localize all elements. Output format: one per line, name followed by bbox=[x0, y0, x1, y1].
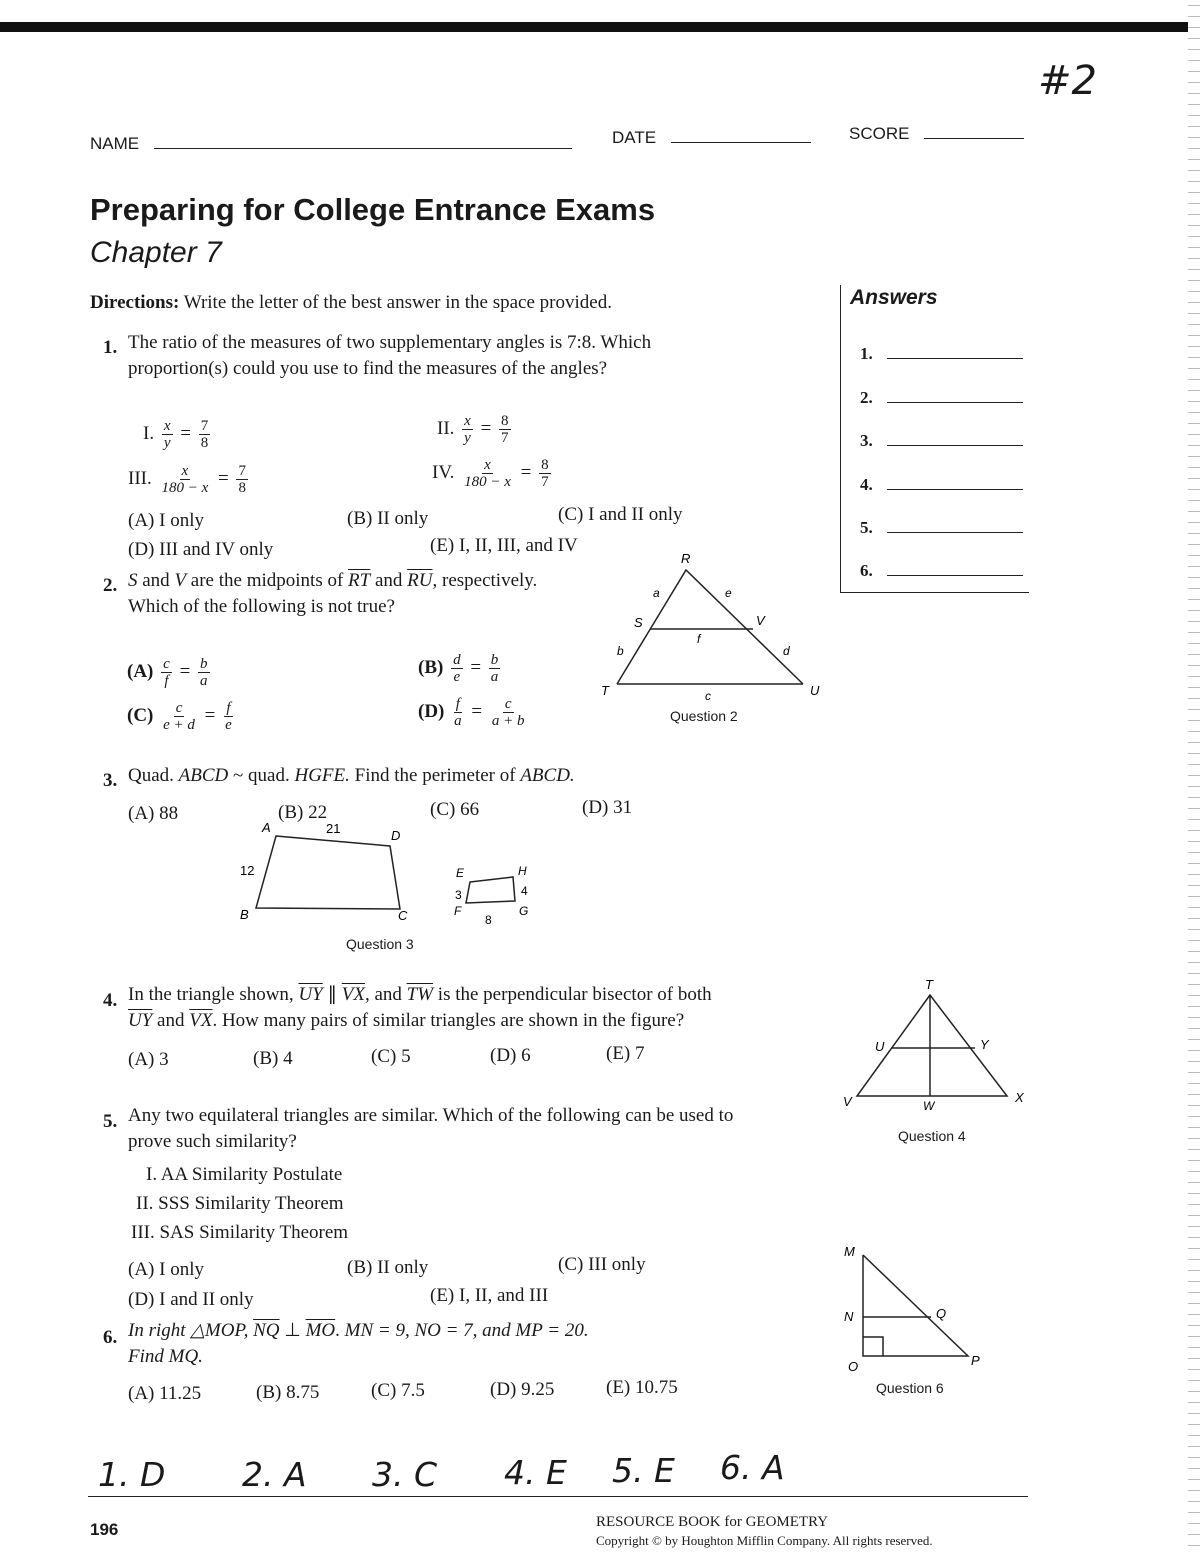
svg-text:G: G bbox=[519, 904, 529, 918]
q3-quad3: ABCD. bbox=[520, 765, 575, 786]
answer-6-line[interactable] bbox=[887, 561, 1023, 576]
q4-choice-a: (A) 3 bbox=[128, 1049, 169, 1070]
q5-text: Any two equilateral triangles are similar. Which of the following can be used to prove such similarity? bbox=[128, 1105, 734, 1152]
q1-option-iii: III. $\frac{x}{180 - x}$ = $\frac{7}{8}$ bbox=[128, 463, 246, 496]
svg-text:12: 12 bbox=[240, 863, 255, 878]
q2-choice-c-label: (C) bbox=[127, 704, 154, 726]
q6-choice-d: (D) 9.25 bbox=[490, 1379, 555, 1400]
q5-choice-d: (D) I and II only bbox=[128, 1289, 254, 1310]
q5-item-3: III. SAS Similarity Theorem bbox=[131, 1222, 349, 1243]
svg-text:O: O bbox=[848, 1359, 859, 1374]
q1-roman-i: I. bbox=[143, 422, 155, 444]
footer-book: RESOURCE BOOK for GEOMETRY bbox=[596, 1514, 829, 1530]
svg-text:3: 3 bbox=[455, 888, 462, 902]
q2-choice-d: (D) $\frac{f}{a}$ = $\frac{c}{a + b}$ bbox=[418, 696, 525, 729]
hand-answer-3: 3. C bbox=[372, 1455, 438, 1494]
q6-text-a: In right △MOP, bbox=[128, 1320, 249, 1341]
q5-choice-b: (B) II only bbox=[347, 1257, 429, 1278]
q6-choice-c: (C) 7.5 bbox=[371, 1380, 425, 1401]
q1-roman-iv: IV. bbox=[432, 461, 455, 483]
corner-mark: #2 bbox=[1038, 58, 1097, 104]
q6-text-d: Find MQ. bbox=[128, 1346, 203, 1367]
page-subtitle: Chapter 7 bbox=[90, 236, 222, 269]
q4-text-e: How many pairs of similar triangles are shown in the figure? bbox=[221, 1010, 685, 1031]
hand-answer-6: 6. A bbox=[720, 1448, 785, 1487]
handwritten-answers-line bbox=[88, 1496, 1028, 1497]
svg-text:H: H bbox=[518, 864, 527, 878]
q3-number: 3. bbox=[103, 770, 118, 791]
svg-text:F: F bbox=[454, 904, 462, 918]
q5-number: 5. bbox=[103, 1111, 118, 1132]
q3-choice-a: (A) 88 bbox=[128, 803, 179, 824]
answer-5-number: 5. bbox=[860, 518, 873, 537]
q4-text-d: and bbox=[157, 1010, 185, 1031]
directions-label: Directions: bbox=[90, 292, 180, 313]
q2-text: S and V are the midpoints of $\overline{RT}$ and $\overline{RU}$, respectively. Which of the following is not true? bbox=[128, 570, 538, 617]
q1-choice-c: (C) I and II only bbox=[558, 504, 683, 525]
q2-number: 2. bbox=[103, 575, 118, 596]
answer-4-number: 4. bbox=[860, 475, 873, 494]
svg-text:T: T bbox=[925, 977, 933, 992]
q1-option-ii: II. $\frac{x}{y}$ = $\frac{8}{7}$ bbox=[437, 413, 509, 446]
q1-choice-b: (B) II only bbox=[347, 508, 429, 529]
svg-text:e: e bbox=[725, 586, 732, 600]
svg-text:U: U bbox=[810, 683, 820, 698]
q1-roman-ii: II. bbox=[437, 417, 455, 439]
q1-roman-iii: III. bbox=[128, 467, 152, 489]
answer-3[interactable] bbox=[860, 431, 1023, 451]
q6-choice-a: (A) 11.25 bbox=[128, 1383, 202, 1404]
q2-figure bbox=[595, 545, 835, 720]
hand-answer-2: 2. A bbox=[242, 1455, 307, 1494]
svg-text:E: E bbox=[456, 866, 465, 880]
svg-text:S: S bbox=[634, 615, 643, 630]
date-label: DATE bbox=[612, 128, 657, 147]
date-line[interactable] bbox=[671, 128, 811, 143]
score-line[interactable] bbox=[924, 124, 1024, 139]
answer-3-line[interactable] bbox=[887, 431, 1023, 446]
svg-text:c: c bbox=[705, 689, 711, 703]
page-number: 196 bbox=[90, 1520, 119, 1539]
answer-1[interactable] bbox=[860, 344, 1023, 364]
q4-text-b: and bbox=[374, 984, 402, 1005]
score-field[interactable] bbox=[849, 124, 1024, 144]
svg-text:M: M bbox=[844, 1244, 855, 1259]
q3-choice-d: (D) 31 bbox=[582, 797, 633, 818]
svg-text:W: W bbox=[923, 1099, 935, 1113]
name-field[interactable] bbox=[90, 134, 572, 154]
answer-5[interactable] bbox=[860, 518, 1023, 538]
svg-text:X: X bbox=[1015, 1090, 1024, 1105]
name-label: NAME bbox=[90, 134, 140, 153]
q2-text-post: respectively. Which of the following is not true? bbox=[128, 570, 538, 617]
svg-text:Y: Y bbox=[980, 1037, 989, 1052]
answer-1-number: 1. bbox=[860, 344, 873, 363]
q5-choice-a: (A) I only bbox=[128, 1259, 204, 1280]
svg-text:8: 8 bbox=[485, 913, 492, 927]
q6-choice-b: (B) 8.75 bbox=[256, 1382, 320, 1403]
svg-text:V: V bbox=[843, 1094, 852, 1109]
page-top-border bbox=[0, 22, 1200, 32]
score-label: SCORE bbox=[849, 124, 910, 143]
svg-text:d: d bbox=[783, 644, 790, 658]
q3-quad2: HGFE. bbox=[294, 765, 350, 786]
q1-choice-d: (D) III and IV only bbox=[128, 539, 274, 560]
q3-text-c: Find the perimeter of bbox=[354, 765, 516, 786]
hand-answer-4: 4. E bbox=[504, 1453, 567, 1492]
answer-2[interactable] bbox=[860, 388, 1023, 408]
answer-4[interactable] bbox=[860, 475, 1023, 495]
svg-text:C: C bbox=[398, 908, 408, 923]
q2-caption: Question 2 bbox=[670, 708, 738, 724]
q2-text-and: and bbox=[374, 570, 403, 591]
q3-choice-b: (B) 22 bbox=[278, 802, 328, 823]
svg-text:V: V bbox=[756, 613, 765, 628]
scan-edge bbox=[1188, 0, 1200, 1553]
q4-text-a: In the triangle shown, bbox=[128, 984, 294, 1005]
q5-item-1: I. AA Similarity Postulate bbox=[146, 1164, 343, 1185]
q3-text bbox=[128, 763, 575, 789]
q2-choice-a: (A) $\frac{c}{f}$ = $\frac{b}{a}$ bbox=[127, 656, 208, 689]
q1-choice-e: (E) I, II, III, and IV bbox=[430, 535, 578, 556]
q1-option-i: I. $\frac{x}{y}$ = $\frac{7}{8}$ bbox=[143, 418, 209, 451]
q4-figure bbox=[835, 975, 1035, 1115]
hand-answer-1: 1. D bbox=[98, 1455, 166, 1494]
svg-text:21: 21 bbox=[326, 821, 341, 836]
svg-text:P: P bbox=[971, 1353, 980, 1368]
hand-answer-5: 5. E bbox=[612, 1451, 675, 1490]
date-field[interactable] bbox=[612, 128, 811, 148]
q1-text: The ratio of the measures of two supplementary angles is 7:8. Which proportion(s) could you use to find the measures of the angles? bbox=[128, 332, 652, 379]
footer-copyright: Copyright © by Houghton Mifflin Company. All rights reserved. bbox=[596, 1533, 933, 1548]
q3-figure bbox=[230, 815, 550, 930]
directions bbox=[90, 290, 612, 316]
q1-option-iv: IV. $\frac{x}{180 - x}$ = $\frac{8}{7}$ bbox=[432, 457, 549, 490]
q5-choice-c: (C) III only bbox=[558, 1254, 646, 1275]
q2-text-pre: and bbox=[142, 570, 170, 591]
q4-choice-e: (E) 7 bbox=[606, 1043, 645, 1064]
q6-text-c: MN = 9, NO = 7, and MP = 20. bbox=[344, 1320, 589, 1341]
svg-text:f: f bbox=[697, 632, 701, 646]
q4-choice-b: (B) 4 bbox=[253, 1048, 293, 1069]
q2-choice-d-label: (D) bbox=[418, 700, 445, 722]
q4-choice-d: (D) 6 bbox=[490, 1045, 531, 1066]
q2-text-mid: are the midpoints of bbox=[190, 570, 344, 591]
q4-caption: Question 4 bbox=[898, 1128, 966, 1144]
q1-choice-a: (A) I only bbox=[128, 510, 204, 531]
q3-choice-c: (C) 66 bbox=[430, 799, 480, 820]
answer-4-line[interactable] bbox=[887, 475, 1023, 490]
svg-text:b: b bbox=[617, 644, 624, 658]
svg-text:4: 4 bbox=[521, 884, 528, 898]
directions-text: Write the letter of the best answer in the space provided. bbox=[183, 292, 612, 313]
answer-2-line[interactable] bbox=[887, 388, 1023, 403]
q4-choice-c: (C) 5 bbox=[371, 1046, 411, 1067]
svg-text:N: N bbox=[844, 1309, 854, 1324]
svg-text:A: A bbox=[262, 820, 271, 835]
q2-choice-c: (C) $\frac{c}{e + d}$ = $\frac{f}{e}$ bbox=[127, 700, 232, 733]
q4-number: 4. bbox=[103, 990, 118, 1011]
q1-number: 1. bbox=[103, 337, 118, 358]
q2-choice-b: (B) $\frac{d}{e}$ = $\frac{b}{a}$ bbox=[418, 652, 499, 685]
q2-choice-a-label: (A) bbox=[127, 660, 154, 682]
q5-item-2: II. SSS Similarity Theorem bbox=[136, 1193, 344, 1214]
svg-text:R: R bbox=[681, 551, 691, 566]
name-line[interactable] bbox=[154, 134, 572, 149]
answer-6[interactable] bbox=[860, 561, 1023, 581]
answer-6-number: 6. bbox=[860, 561, 873, 580]
q3-text-a: Quad. bbox=[128, 765, 174, 786]
q3-text-b: ~ quad. bbox=[233, 765, 290, 786]
svg-text:Q: Q bbox=[936, 1306, 947, 1321]
answers-heading: Answers bbox=[850, 286, 938, 309]
q4-text: In the triangle shown, $\overline{UY}$ ∥ $\overline{VX}$, and $\overline{TW}$ is the perpendicular bisector of both $\overline{UY}$ and $\overline{VX}$. How many pairs of similar triangles are shown in the figure? bbox=[128, 984, 712, 1031]
answer-2-number: 2. bbox=[860, 388, 873, 407]
svg-text:B: B bbox=[240, 907, 249, 922]
q5-choice-e: (E) I, II, and III bbox=[430, 1285, 549, 1306]
q6-choice-e: (E) 10.75 bbox=[606, 1377, 678, 1398]
svg-text:T: T bbox=[601, 683, 609, 698]
q3-caption: Question 3 bbox=[346, 936, 414, 952]
svg-text:D: D bbox=[391, 828, 401, 843]
q6-text-b: ⊥ bbox=[284, 1320, 301, 1341]
q6-figure bbox=[838, 1240, 998, 1380]
svg-text:U: U bbox=[875, 1039, 885, 1054]
q3-quad1: ABCD bbox=[178, 765, 229, 786]
svg-text:a: a bbox=[653, 586, 660, 600]
answer-5-line[interactable] bbox=[887, 518, 1023, 533]
page-title: Preparing for College Entrance Exams bbox=[90, 192, 656, 227]
answer-1-line[interactable] bbox=[887, 344, 1023, 359]
q6-caption: Question 6 bbox=[876, 1380, 944, 1396]
q4-text-c: is the perpendicular bisector of both bbox=[437, 984, 712, 1005]
answer-3-number: 3. bbox=[860, 431, 873, 450]
q6-number: 6. bbox=[103, 1327, 118, 1348]
q6-text: In right △MOP, $\overline{NQ}$ ⊥ $\overline{MO}$. MN = 9, NO = 7, and MP = 20. Find MQ. bbox=[128, 1320, 589, 1367]
q2-choice-b-label: (B) bbox=[418, 656, 444, 678]
